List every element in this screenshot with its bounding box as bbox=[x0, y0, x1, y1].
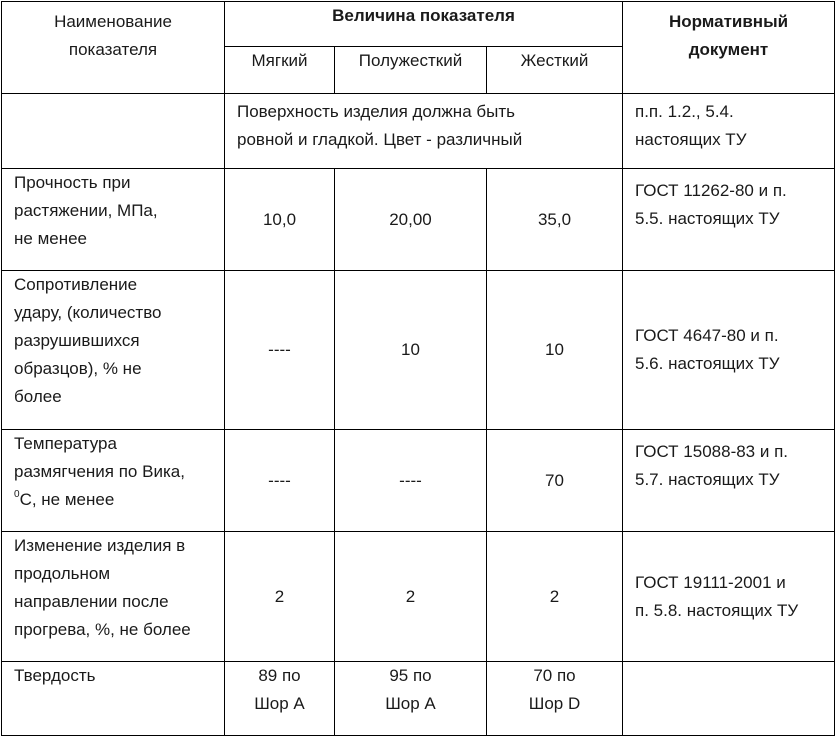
doc-line-1: п.п. 1.2., 5.4. bbox=[635, 102, 734, 121]
value-line-2: Шор А bbox=[254, 694, 305, 713]
row-name-cell bbox=[2, 271, 225, 430]
value-semi-rigid: 20,00 bbox=[335, 169, 487, 271]
value-rigid: 35,0 bbox=[487, 169, 623, 271]
header-sub-rigid: Жесткий bbox=[487, 47, 623, 94]
row-doc-cell bbox=[623, 430, 835, 532]
doc-line-2: настоящих ТУ bbox=[635, 130, 747, 149]
header-doc-line-1: Нормативный bbox=[668, 12, 789, 31]
name-line-3: не менее bbox=[14, 229, 88, 248]
name-line-3: направлении после bbox=[14, 592, 169, 611]
row-name-cell bbox=[2, 662, 225, 736]
table-row bbox=[2, 532, 835, 662]
doc-line-2: 5.5. настоящих ТУ bbox=[635, 209, 780, 228]
header-doc-cell bbox=[623, 2, 835, 94]
table-row bbox=[2, 94, 835, 169]
name-line-3: разрушившихся bbox=[14, 331, 140, 350]
name-line-4: образцов), % не bbox=[14, 359, 142, 378]
table-row bbox=[2, 662, 835, 736]
header-value-group-cell bbox=[225, 2, 623, 47]
row-name-cell bbox=[2, 532, 225, 662]
value-soft: ---- bbox=[225, 271, 335, 430]
row-doc-cell bbox=[623, 662, 835, 736]
degree-superscript: 0 bbox=[14, 489, 20, 501]
name-line-1: Твердость bbox=[14, 666, 96, 685]
value-rigid: 70 bbox=[487, 430, 623, 532]
name-line-2: размягчения по Вика, bbox=[14, 462, 185, 481]
row-name-cell bbox=[2, 430, 225, 532]
name-line-1: Прочность при bbox=[14, 173, 131, 192]
table-row bbox=[2, 271, 835, 430]
row-name-cell bbox=[2, 94, 225, 169]
doc-line-2: 5.7. настоящих ТУ bbox=[635, 470, 780, 489]
value-semi-rigid: 2 bbox=[335, 532, 487, 662]
value-semi-rigid: 10 bbox=[335, 271, 487, 430]
merged-text-line-2: ровной и гладкой. Цвет - различный bbox=[237, 130, 523, 149]
value-semi-rigid: ---- bbox=[335, 430, 487, 532]
row-doc-cell bbox=[623, 532, 835, 662]
doc-line-2: п. 5.8. настоящих ТУ bbox=[635, 600, 799, 620]
name-line-3: С, не менее bbox=[19, 490, 115, 509]
header-value-group-label: Величина показателя bbox=[332, 6, 515, 25]
value-rigid bbox=[487, 662, 623, 736]
row-doc-cell bbox=[623, 169, 835, 271]
value-line-2: Шор А bbox=[385, 694, 436, 713]
name-line-2: растяжении, МПа, bbox=[14, 201, 158, 220]
header-sub-semi-rigid: Полужесткий bbox=[335, 47, 487, 94]
row-merged-text-cell bbox=[225, 94, 623, 169]
doc-line-2: 5.6. настоящих ТУ bbox=[635, 354, 780, 373]
table-row bbox=[2, 169, 835, 271]
name-line-2: удару, (количество bbox=[14, 303, 162, 322]
value-line-1: 70 по bbox=[533, 666, 576, 685]
doc-line-1: ГОСТ 19111-2001 и bbox=[635, 572, 786, 592]
value-line-1: 95 по bbox=[389, 666, 432, 685]
row-name-cell bbox=[2, 169, 225, 271]
name-line-1: Сопротивление bbox=[14, 275, 138, 294]
name-line-3-wrap bbox=[14, 486, 220, 514]
header-sub-soft: Мягкий bbox=[225, 47, 335, 94]
doc-line-1: ГОСТ 11262-80 и п. bbox=[635, 181, 787, 200]
name-line-4: прогрева, %, не более bbox=[14, 620, 191, 639]
doc-line-1: ГОСТ 4647-80 и п. bbox=[635, 326, 779, 345]
spec-table bbox=[1, 1, 835, 736]
name-line-1: Изменение изделия в bbox=[14, 536, 186, 555]
value-soft bbox=[225, 662, 335, 736]
header-doc-line-2: документ bbox=[688, 40, 769, 59]
value-rigid: 2 bbox=[487, 532, 623, 662]
value-rigid: 10 bbox=[487, 271, 623, 430]
table-row bbox=[2, 430, 835, 532]
value-line-1: 89 по bbox=[258, 666, 301, 685]
header-row-1 bbox=[2, 2, 835, 47]
value-soft: 10,0 bbox=[225, 169, 335, 271]
row-doc-cell bbox=[623, 271, 835, 430]
value-soft: ---- bbox=[225, 430, 335, 532]
header-name-cell bbox=[2, 2, 225, 94]
value-soft: 2 bbox=[225, 532, 335, 662]
name-line-2: продольном bbox=[14, 564, 111, 583]
header-name-line-2: показателя bbox=[68, 40, 158, 59]
header-name-line-1: Наименование bbox=[54, 12, 172, 31]
row-doc-cell bbox=[623, 94, 835, 169]
value-semi-rigid bbox=[335, 662, 487, 736]
name-line-1: Температура bbox=[14, 434, 117, 453]
doc-line-1: ГОСТ 15088-83 и п. bbox=[635, 442, 789, 461]
merged-text-line-1: Поверхность изделия должна быть bbox=[237, 102, 515, 121]
value-line-2: Шор D bbox=[528, 694, 581, 713]
name-line-5: более bbox=[14, 387, 62, 406]
